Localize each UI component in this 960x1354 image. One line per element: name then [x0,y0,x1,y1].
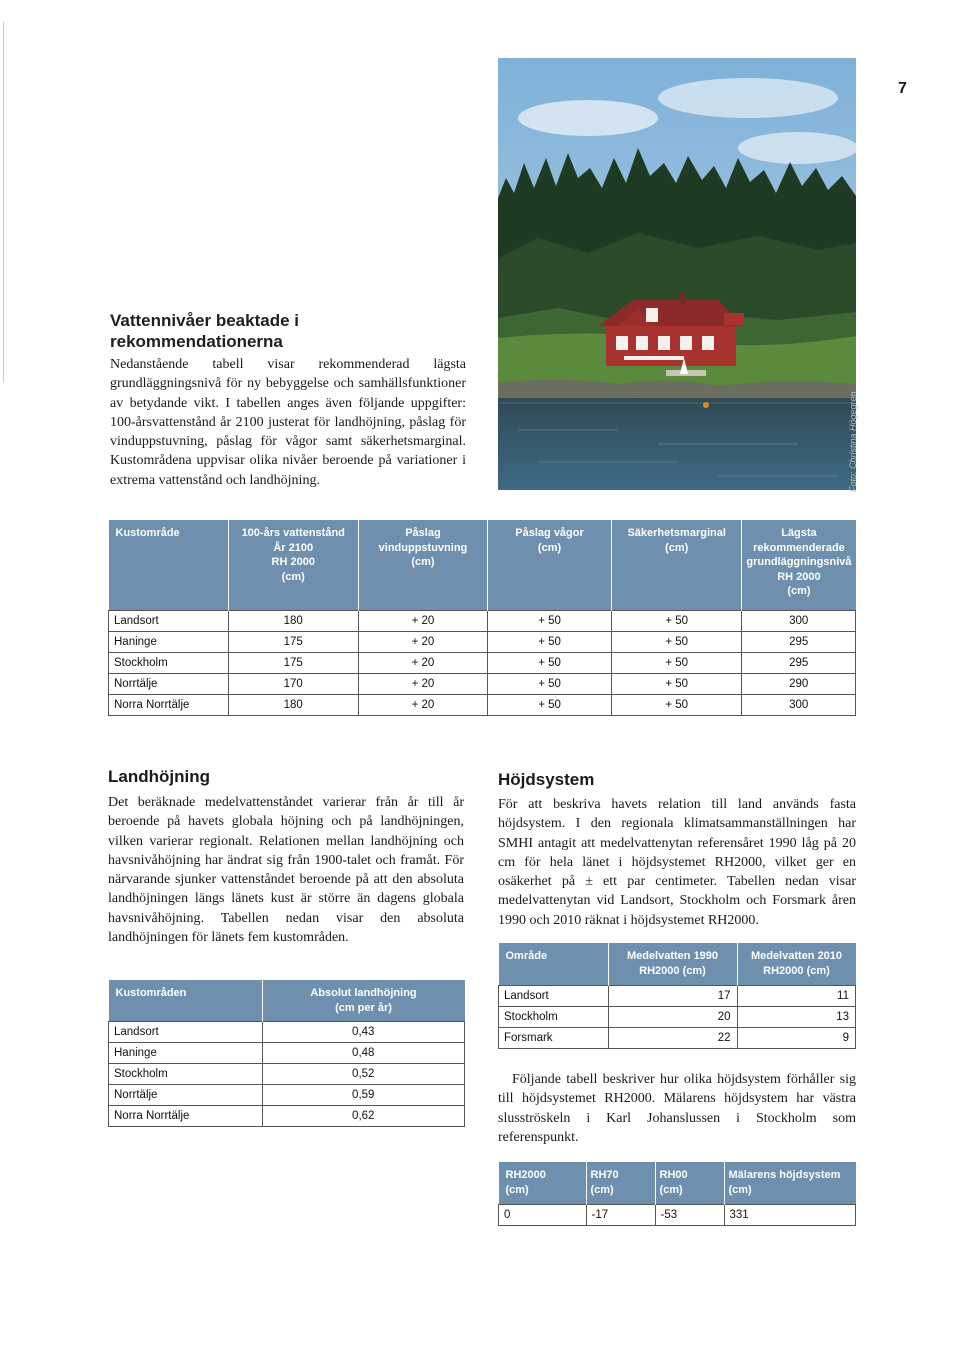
value-cell: + 50 [611,653,741,674]
value-cell: 17 [608,986,737,1007]
header-line: Påslag [405,527,441,539]
row-label-cell: Landsort [109,611,229,632]
row-label-cell: Haninge [109,632,229,653]
row-label-cell: Norra Norrtälje [109,695,229,716]
col-header [742,520,856,611]
table-row [109,1022,465,1043]
row-label-cell: Norrtälje [109,1085,263,1106]
value-cell: 300 [742,611,856,632]
header-line: (cm) [787,585,811,597]
col-header [655,1162,724,1205]
col-header [488,520,612,611]
value-cell: + 50 [488,653,612,674]
col-header [608,943,737,986]
landhojning-paragraph: Det beräknade medelvattenståndet varierar från år till år beroende på havets globala höjning och på landhöjningen, vilken varierar regionalt. Relationen mellan landhöjning och havsnivåhöjning har ändrat sig från 1900-talet och framåt. För närvarande sjunker vattenståndet beroende på att den absoluta landhöjningen längs länets kust är större än dagens globala havsnivåhöjning. Tabellen nedan visar den absoluta landhöjningen för länets fem kustområden. [108,795,464,946]
col-header [228,520,358,611]
header-line: År 2100 [273,541,314,554]
table-row [499,1007,856,1028]
value-cell: + 20 [358,632,487,653]
page-number: 7 [898,80,907,97]
value-cell: -53 [655,1205,724,1226]
header-line: RH00 [659,1169,688,1181]
value-cell: 0,43 [262,1022,465,1043]
row-label-cell: Landsort [499,986,609,1007]
header-line: RH2000 [505,1169,546,1181]
table-row [109,1085,465,1106]
value-cell: + 50 [488,695,612,716]
col-header [109,520,229,611]
header-line: vinduppstuvning [378,541,468,554]
header-line: Påslag vågor [515,527,584,539]
value-cell: 170 [228,674,358,695]
landhojning-table [108,980,465,1127]
page-edge-rule [3,22,4,382]
table-row [499,1205,856,1226]
header-line: 100-års vattenstånd [241,527,345,539]
value-cell: 22 [608,1028,737,1049]
header-line: (cm) [537,541,562,554]
table-row [109,1064,465,1085]
photo-credit: Foto: Christina Högegren [848,391,858,492]
header-line: (cm) [411,556,435,568]
table-row [109,632,856,653]
value-cell: 300 [742,695,856,716]
hojdsystem-paragraph-2: Följande tabell beskriver hur olika höjdsystem förhåller sig till höjdsystemet RH2000. Mälarens höjdsystem har västra slusströskeln i Karl Johanslussen i Stockholm som referenspunkt. [498,1072,856,1145]
header-line: RH70 [590,1169,619,1181]
col-header [737,943,856,986]
grundlaggning-table [108,520,856,716]
row-label-cell: Haninge [109,1043,263,1064]
value-cell: 9 [737,1028,856,1049]
header-line: (cm) [659,1183,683,1196]
header-line: (cm per år) [335,1001,392,1014]
header-line: Medelvatten 1990 [626,950,719,962]
value-cell: 180 [228,611,358,632]
intro-paragraph: Nedanstående tabell visar rekommenderad lägsta grundläggningsnivå för ny bebyggelse och samhällsfunktioner av betydande vikt. I tabellen anges även följande uppgifter: 100-årsvattenstånd år 2100 justerat för landhöjning, påslag för vinduppstuvning, påslag för vågor samt säkerhetsmarginal. Kustområdena uppvisar olika nivåer beroende på variationer i extrema vattenstånd och landhöjning. [110,357,466,488]
value-cell: 295 [742,632,856,653]
header-line: RH2000 (cm) [763,964,830,977]
value-cell: + 50 [488,632,612,653]
value-cell: + 50 [611,674,741,695]
hojdsystem-paragraph: För att beskriva havets relation till land används fasta höjdsystem. I den regionala klimatsammanställningen har SMHI antagit att medelvattenytan referensåret 1990 låg på 20 cm för hela länet i höjdsystemet RH2000, vilket ger en osäkerhet på ± ett par centimeter. Tabellen nedan visar medelvattenytan vid Landsort, Stockholm och Forsmark åren 1990 och 2010 räknat i höjdsystemet RH2000. [498,797,856,928]
header-line: (cm) [590,1183,614,1196]
rh-system-table [498,1162,856,1226]
table-row [499,1028,856,1049]
header-line: (cm) [281,570,305,583]
row-label-cell: Norra Norrtälje [109,1106,263,1127]
value-cell: + 50 [611,632,741,653]
col-header [109,980,263,1022]
value-cell: 0,59 [262,1085,465,1106]
value-cell: + 50 [488,611,612,632]
row-label-cell: Stockholm [109,653,229,674]
value-cell: 0,62 [262,1106,465,1127]
header-line: Område [505,950,548,962]
col-header [499,943,609,986]
medelvatten-table [498,943,856,1049]
value-cell: 175 [228,632,358,653]
value-cell: 331 [724,1205,856,1226]
header-line: Mälarens höjdsystem [728,1169,841,1181]
header-line: RH2000 (cm) [639,964,706,977]
section-heading-landhojning: Landhöjning [108,767,210,786]
value-cell: + 20 [358,674,487,695]
col-header [586,1162,655,1205]
table-row [499,986,856,1007]
table-row [109,653,856,674]
value-cell: + 50 [611,695,741,716]
header-line: (cm) [728,1183,752,1196]
value-cell: + 20 [358,695,487,716]
section-heading-water-levels: Vattennivåer beaktade i rekommendationerna [110,311,299,351]
value-cell: 175 [228,653,358,674]
header-line: Kustområde [115,527,180,539]
value-cell: 0,48 [262,1043,465,1064]
row-label-cell: Stockholm [109,1064,263,1085]
col-header [358,520,487,611]
value-cell: + 50 [488,674,612,695]
header-line: Säkerhetsmarginal [627,527,726,539]
header-line: Absolut landhöjning [310,987,417,999]
col-header [611,520,741,611]
value-cell: 0,52 [262,1064,465,1085]
header-line: rekommenderade [753,541,845,554]
value-cell: 290 [742,674,856,695]
table-row [109,1106,465,1127]
row-label-cell: Stockholm [499,1007,609,1028]
row-label-cell: Forsmark [499,1028,609,1049]
header-line: RH 2000 [271,556,315,568]
table-row [109,695,856,716]
value-cell: 180 [228,695,358,716]
header-line: Kustområden [115,987,187,999]
header-line: Medelvatten 2010 [750,950,843,962]
lake-house-photo [498,58,856,490]
header-line: RH 2000 [777,570,821,583]
header-line: Lägsta [781,527,817,539]
value-cell: 13 [737,1007,856,1028]
value-cell: + 50 [611,611,741,632]
value-cell: -17 [586,1205,655,1226]
header-line: grundläggningsnivå [746,556,852,568]
col-header [724,1162,856,1205]
table-row [109,1043,465,1064]
value-cell: 20 [608,1007,737,1028]
table-row [109,674,856,695]
row-label-cell: Norrtälje [109,674,229,695]
value-cell: 11 [737,986,856,1007]
value-cell: + 20 [358,653,487,674]
table-row [109,611,856,632]
row-label-cell: Landsort [109,1022,263,1043]
col-header [262,980,465,1022]
col-header [499,1162,587,1205]
header-line: (cm) [505,1183,529,1196]
value-cell: + 20 [358,611,487,632]
value-cell: 295 [742,653,856,674]
section-heading-hojdsystem: Höjdsystem [498,770,595,789]
header-line: (cm) [665,541,689,554]
row-label-cell: 0 [499,1205,587,1226]
